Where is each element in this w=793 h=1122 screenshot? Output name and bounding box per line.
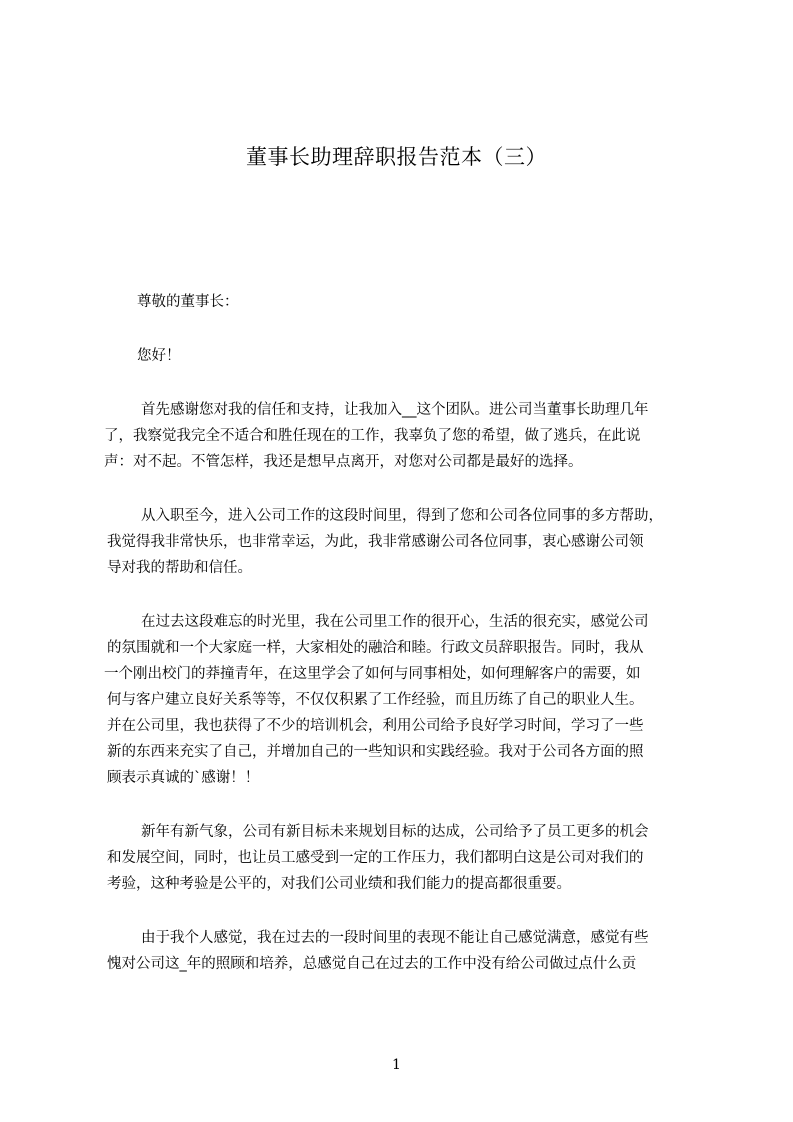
page-number: 1 <box>392 1057 401 1073</box>
paragraph-line: 并在公司里，我也获得了不少的培训机会，利用公司给予良好学习时间，学习了一些 <box>107 718 644 734</box>
paragraph-line: 由于我个人感觉，我在过去的一段时间里的表现不能让自己感觉满意，感觉有些 <box>141 930 649 946</box>
document-title: 董事长助理辞职报告范本（三） <box>246 145 547 169</box>
paragraph-line: 一个刚出校门的莽撞青年，在这里学会了如何与同事相处，如何理解客户的需要，如 <box>104 666 641 682</box>
paragraph-line: 声：对不起。不管怎样，我还是想早点离开，对您对公司都是最好的选择。 <box>104 454 583 470</box>
paragraph-line: 导对我的帮助和信任。 <box>107 560 252 576</box>
paragraph-line: 新的东西来充实了自己，并增加自己的一些知识和实践经验。我对于公司各方面的照 <box>107 744 644 760</box>
paragraph-line: 了，我察觉我完全不适合和胜任现在的工作，我辜负了您的希望，做了逃兵，在此说 <box>104 428 641 444</box>
salutation: 尊敬的董事长： <box>137 294 239 310</box>
paragraph-line: 考验，这种考验是公平的，对我们公司业绩和我们能力的提高都很重要。 <box>107 876 571 892</box>
paragraph-line: 的氛围就和一个大家庭一样，大家相处的融洽和睦。行政文员辞职报告。同时，我从 <box>107 640 644 656</box>
paragraph-line: 新年有新气象，公司有新目标未来规划目标的达成，公司给予了员工更多的机会 <box>141 824 649 840</box>
paragraph-line: 何与客户建立良好关系等等，不仅仅积累了工作经验，而且历练了自己的职业人生。 <box>107 692 644 708</box>
paragraph-line: 愧对公司这_年的照顾和培养，总感觉自己在过去的工作中没有给公司做过点什么贡 <box>107 956 637 972</box>
paragraph-line: 在过去这段难忘的时光里，我在公司里工作的很开心，生活的很充实，感觉公司 <box>141 614 649 630</box>
greeting: 您好！ <box>137 348 181 364</box>
paragraph-line: 我觉得我非常快乐，也非常幸运，为此，我非常感谢公司各位同事，衷心感谢公司领 <box>107 534 644 550</box>
paragraph-line: 首先感谢您对我的信任和支持，让我加入__这个团队。进公司当董事长助理几年 <box>141 402 649 418</box>
paragraph-line: 从入职至今，进入公司工作的这段时间里，得到了您和公司各位同事的多方帮助， <box>141 508 663 524</box>
paragraph-line: 顾表示真诚的`感谢！！ <box>107 770 260 786</box>
paragraph-line: 和发展空间，同时，也让员工感受到一定的工作压力，我们都明白这是公司对我们的 <box>107 850 644 866</box>
